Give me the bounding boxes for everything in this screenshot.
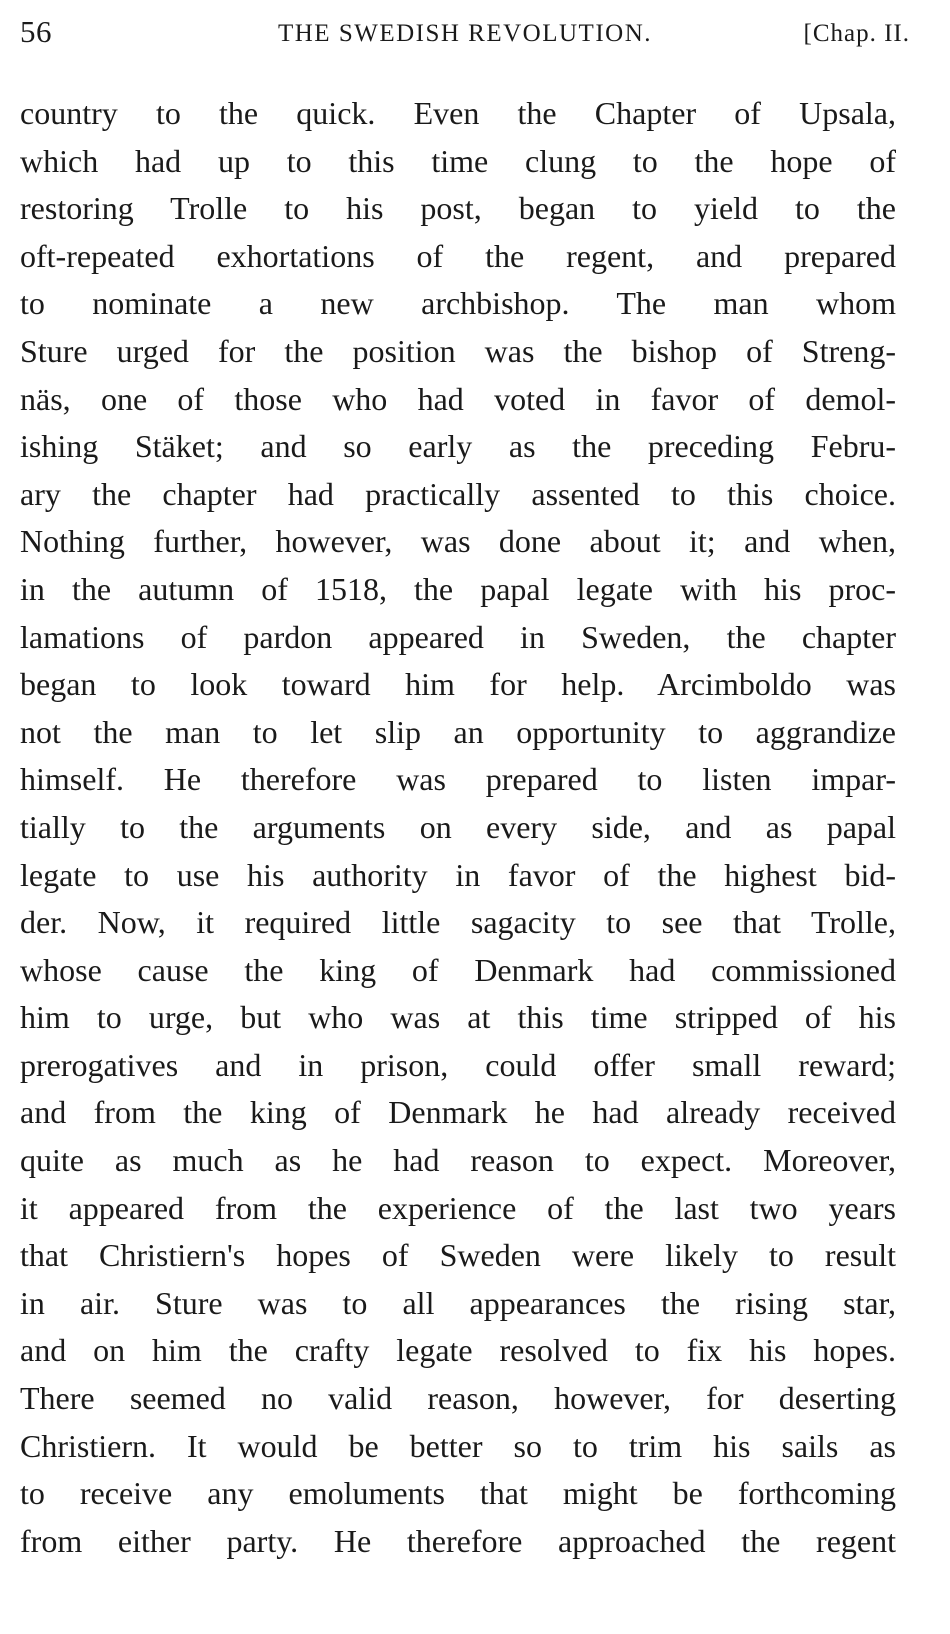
text-line: der. Now, it required little sagacity to see that Trolle, — [20, 904, 896, 941]
text-line: There seemed no valid reason, however, for deserting — [20, 1380, 896, 1417]
text-line: legate to use his authority in favor of the highest bid- — [20, 856, 896, 893]
text-line: to nominate a new archbishop. The man whom — [20, 285, 896, 322]
text-line: prerogatives and in prison, could offer small reward; — [20, 1046, 896, 1083]
text-line: not the man to let slip an opportunity to aggrandize — [20, 713, 896, 750]
text-line: lamations of pardon appeared in Sweden, the chapter — [20, 618, 896, 655]
page-number: 56 — [20, 14, 52, 49]
text-line: and from the king of Denmark he had already received — [20, 1094, 896, 1131]
running-title: THE SWEDISH REVOLUTION. — [277, 20, 653, 47]
text-line: him to urge, but who was at this time stripped of his — [20, 999, 896, 1036]
text-line: tially to the arguments on every side, and as papal — [20, 808, 896, 845]
text-line: whose cause the king of Denmark had commissioned — [20, 951, 896, 988]
text-line: Nothing further, however, was done about it; and when, — [20, 523, 896, 560]
text-line: näs, one of those who had voted in favor of demol- — [20, 380, 896, 417]
text-line: ishing Stäket; and so early as the preceding Febru- — [20, 428, 896, 465]
text-line: Sture urged for the position was the bishop of Streng- — [20, 332, 896, 369]
text-line: in air. Sture was to all appearances the rising star, — [20, 1284, 896, 1321]
text-line: that Christiern's hopes of Sweden were likely to result — [20, 1237, 896, 1274]
text-line: himself. He therefore was prepared to listen impar- — [20, 761, 896, 798]
text-line: quite as much as he had reason to expect. Moreover, — [20, 1142, 896, 1179]
text-line: it appeared from the experience of the last two years — [20, 1189, 896, 1226]
text-line: restoring Trolle to his post, began to yield to the — [20, 190, 896, 227]
text-line: to receive any emoluments that might be forthcoming — [20, 1475, 896, 1512]
body-text — [20, 90, 896, 1565]
text-line: oft-repeated exhortations of the regent, and prepared — [20, 237, 896, 274]
text-line: ary the chapter had practically assented to this choice. — [20, 475, 896, 512]
text-line: from either party. He therefore approached the regent — [20, 1522, 896, 1559]
text-line: and on him the crafty legate resolved to fix his hopes. — [20, 1332, 896, 1369]
text-line: began to look toward him for help. Arcimboldo was — [20, 666, 896, 703]
chapter-reference: [Chap. II. — [803, 20, 910, 47]
text-line: Christiern. It would be better so to trim his sails as — [20, 1427, 896, 1464]
text-line: which had up to this time clung to the hope of — [20, 142, 896, 179]
text-line: in the autumn of 1518, the papal legate with his proc- — [20, 570, 896, 607]
running-head — [20, 14, 910, 54]
text-line: country to the quick. Even the Chapter of Upsala, — [20, 95, 896, 131]
